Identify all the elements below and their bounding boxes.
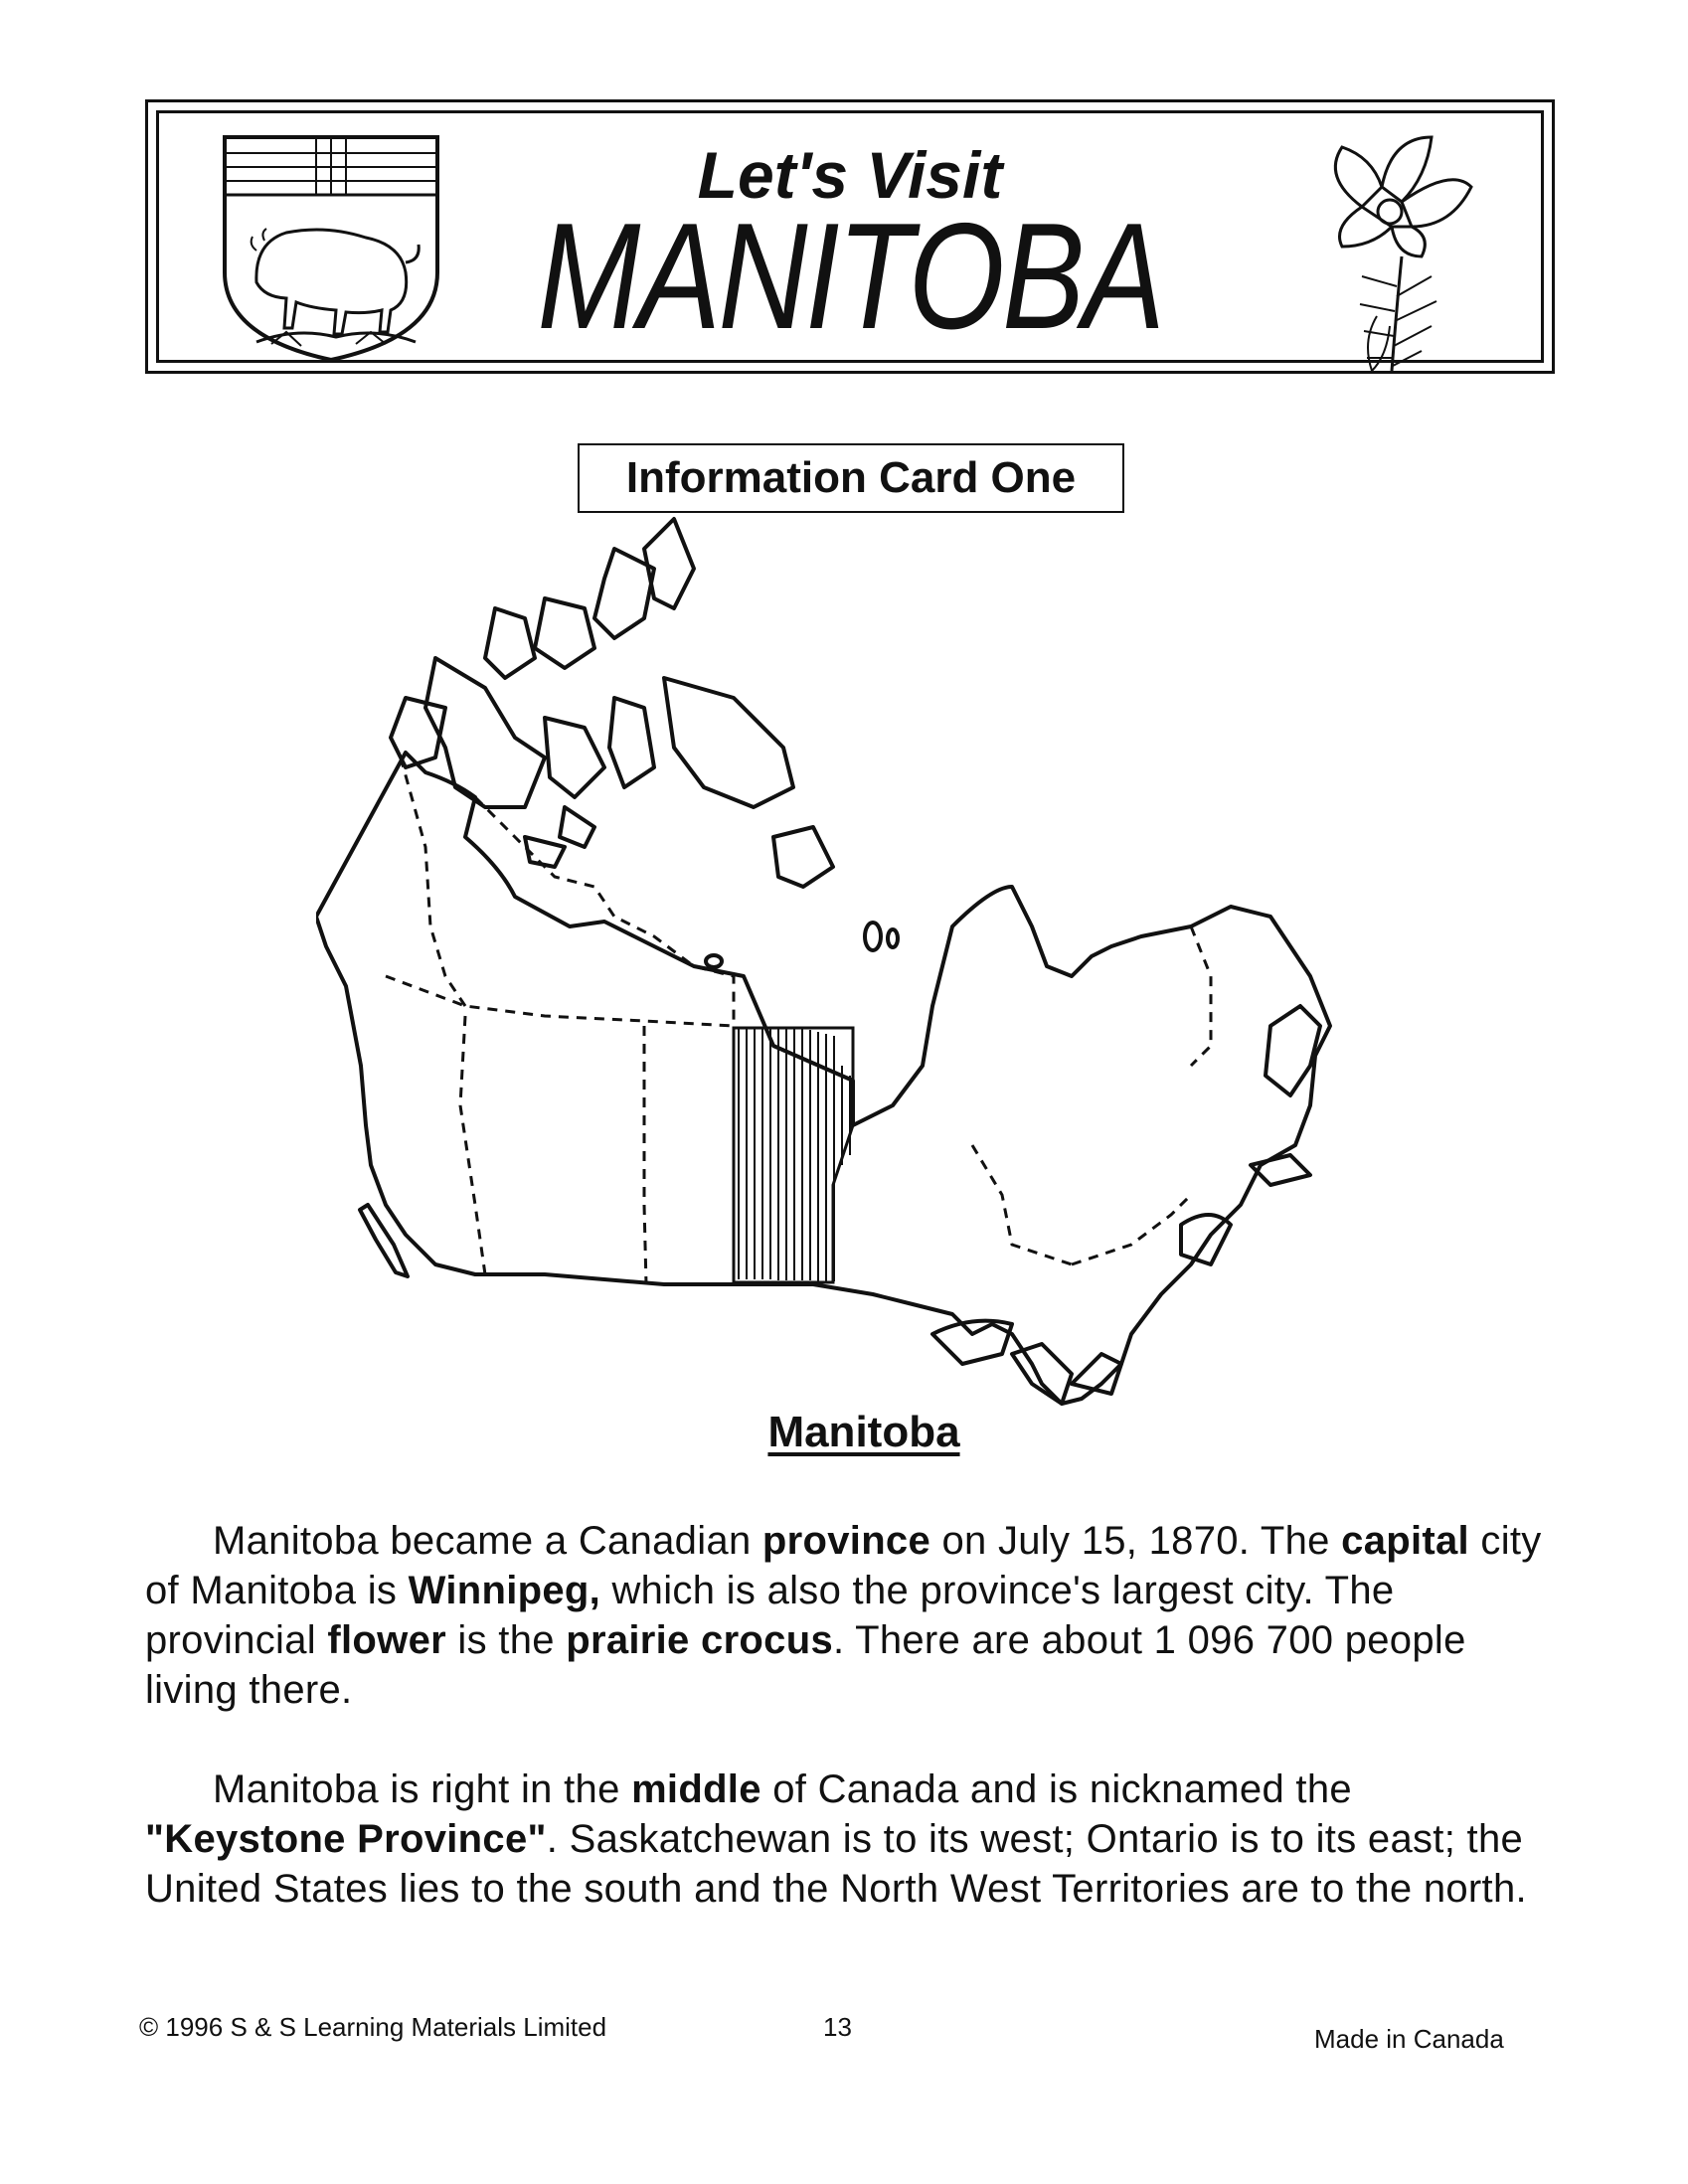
footer-copyright: © 1996 S & S Learning Materials Limited: [139, 2012, 607, 2042]
p1-term-capital: capital: [1341, 1519, 1469, 1563]
p1-text-k: . There are about 1 096 700 people living there.: [145, 1618, 1466, 1712]
footer-made-in: Made in Canada: [1314, 2024, 1504, 2054]
p1-term-prairie-crocus: prairie crocus: [566, 1618, 833, 1662]
banner-title: MANITOBA: [537, 192, 1163, 361]
p1-text-a: Manitoba became a Canadian: [213, 1519, 762, 1563]
p2-term-middle: middle: [631, 1767, 761, 1811]
banner-inner-frame: [156, 110, 1544, 363]
paragraph-2: [145, 1764, 1557, 1914]
p1-term-province: province: [761, 1519, 931, 1563]
map-caption-text: Manitoba: [767, 1408, 960, 1456]
banner-subtitle: Let's Visit: [697, 138, 1003, 212]
footer-page-number: 13: [823, 2012, 852, 2042]
p1-text-g: which is also the province's largest city. The provincial: [145, 1569, 1395, 1662]
prairie-crocus-icon: [1302, 127, 1501, 376]
title-banner: [145, 99, 1555, 374]
information-card-label: Information Card One: [578, 443, 1124, 513]
p1-text-i: is the: [445, 1618, 567, 1662]
p2-term-keystone: "Keystone Province": [145, 1817, 547, 1861]
paragraph-1: [145, 1516, 1557, 1715]
canada-map-icon: [316, 509, 1400, 1433]
map-caption: [0, 1408, 1688, 1457]
p2-text-e: . Saskatchewan is to its west; Ontario is to its east; the United States lies to the south and the North West Territories are to the north.: [145, 1817, 1527, 1911]
p1-term-winnipeg: Winnipeg,: [408, 1569, 601, 1612]
p2-text-a: Manitoba is right in the: [213, 1767, 632, 1811]
p1-text-c: on July 15, 1870. The: [930, 1519, 1342, 1563]
p2-text-c: of Canada and is nicknamed the: [760, 1767, 1352, 1811]
p1-term-flower: flower: [327, 1618, 446, 1662]
p1-text-e: city of Manitoba is: [145, 1519, 1542, 1612]
